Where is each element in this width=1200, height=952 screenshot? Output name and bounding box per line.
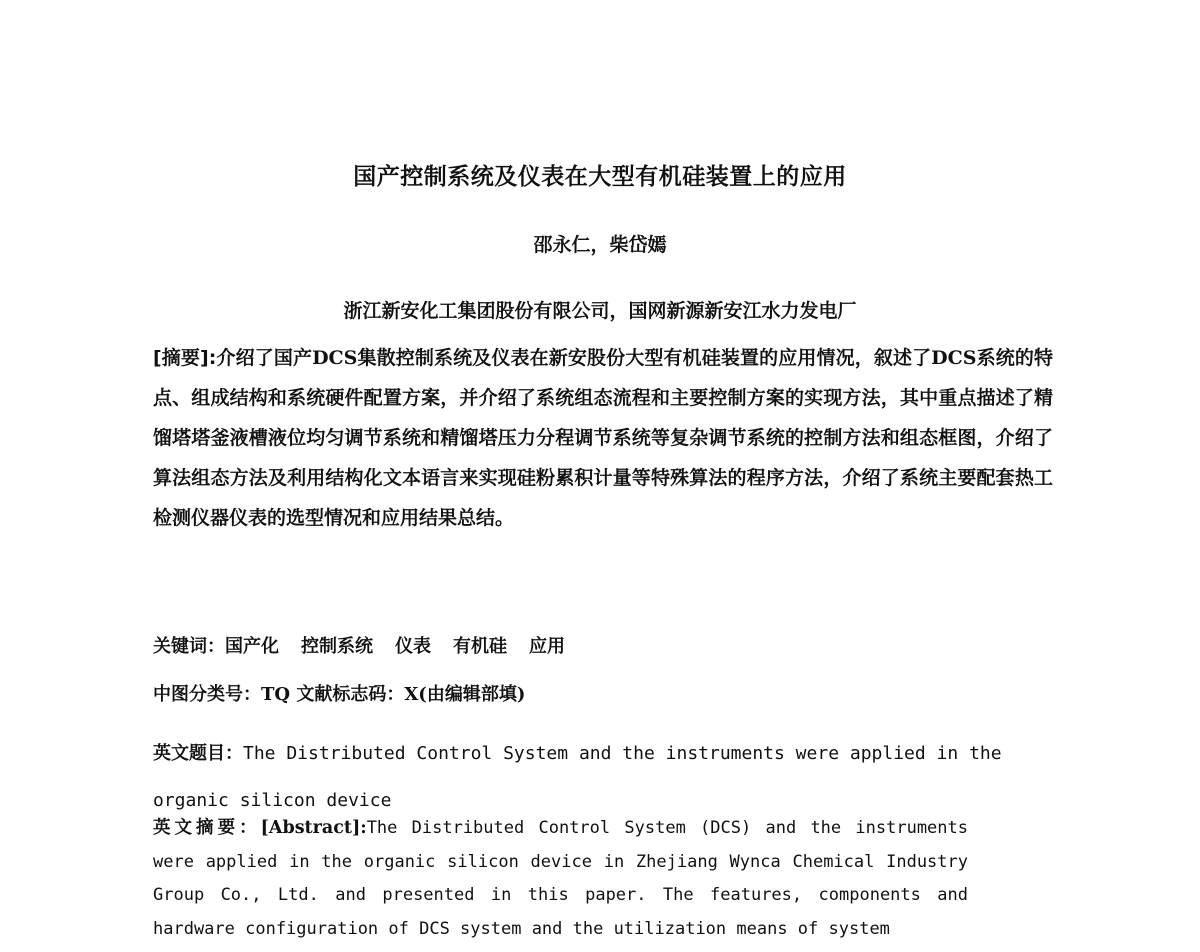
keyword-item: 有机硅 (453, 636, 507, 657)
abstract-text: 介绍了国产DCS集散控制系统及仪表在新安股份大型有机硅装置的应用情况，叙述了DCS系统的特点、组成结构和系统硬件配置方案，并介绍了系统组态流程和主要控制方案的实现方法，其中重点描述了精馏塔塔釜液槽液位均匀调节系统和精馏塔压力分程调节系统等复杂调节系统的控制方法和组态框图，介绍了算法组态方法及利用结构化文本语言来实现硅粉累积计量等特殊算法的程序方法，介绍了系统主要配套热工检测仪器仪表的选型情况和应用结果总结。 (153, 347, 1053, 529)
english-title-text: The Distributed Control System and the instruments were applied in the organic silicon device (153, 743, 1002, 811)
keywords-line (153, 632, 587, 658)
english-abstract-text: The Distributed Control System (DCS) and the instruments were applied in the organic silicon device in Zhejiang Wynca Chemical Industry Group Co., Ltd. and presented in this paper. The features, components and hardware configuration of DCS system and the utilization means of system (153, 818, 968, 939)
paper-authors: 邵永仁，柴岱嫣 (533, 234, 667, 256)
english-abstract-paragraph (153, 812, 968, 946)
keywords-label: 关键词： (153, 636, 225, 657)
abstract-paragraph (153, 338, 1053, 538)
abstract-label: [摘要]: (153, 347, 217, 369)
keyword-item: 控制系统 (301, 636, 373, 657)
paper-title: 国产控制系统及仪表在大型有机硅装置上的应用 (353, 164, 847, 190)
english-abstract-label: 英文摘要：[Abstract]: (153, 818, 367, 838)
keyword-item: 应用 (529, 636, 565, 657)
paper-affiliation: 浙江新安化工集团股份有限公司，国网新源新安江水力发电厂 (343, 300, 857, 322)
classification-line: 中图分类号：TQ 文献标志码：X(由编辑部填) (153, 684, 526, 705)
english-title-line (153, 730, 1053, 824)
keyword-item: 国产化 (225, 636, 279, 657)
keyword-item: 仪表 (395, 636, 431, 657)
english-title-label: 英文题目： (153, 743, 243, 764)
